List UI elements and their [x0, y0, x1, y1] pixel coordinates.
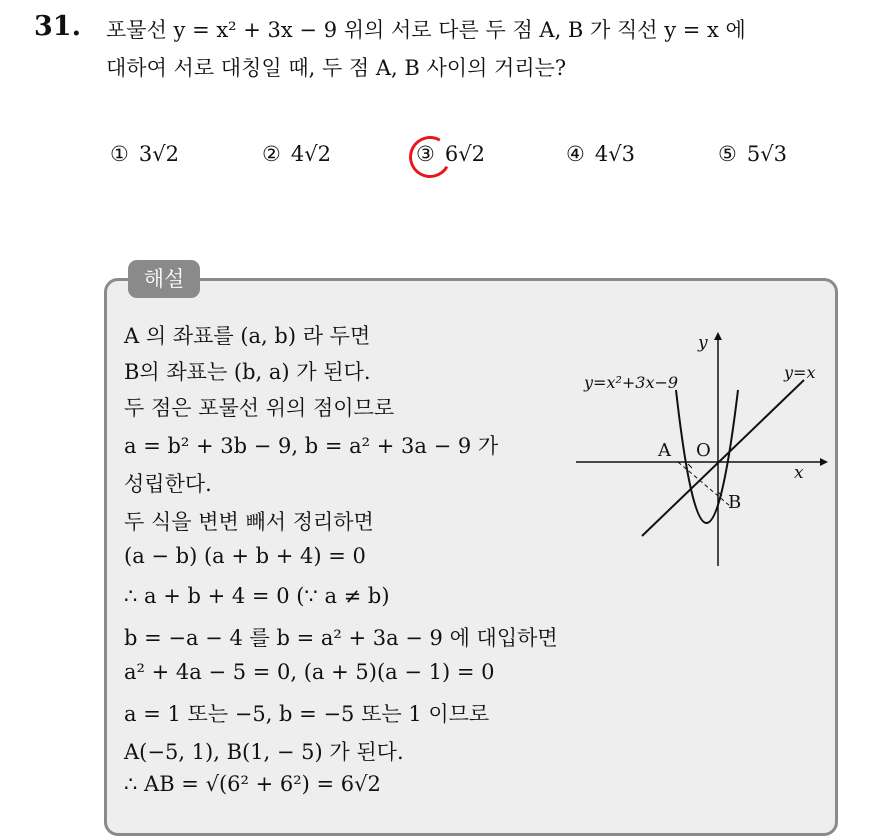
- question-text-line-2: 대하여 서로 대칭일 때, 두 점 A, B 사이의 거리는?: [106, 56, 567, 80]
- parabola-label: y=x²+3x−9: [584, 373, 679, 392]
- choice-3-value: 6√2: [444, 142, 485, 166]
- solution-line-1: A 의 좌표를 (a, b) 라 두면: [124, 324, 371, 348]
- solution-line-2: B의 좌표는 (b, a) 가 된다.: [124, 360, 371, 384]
- choice-4[interactable]: [566, 142, 635, 166]
- choice-3[interactable]: [416, 142, 485, 166]
- solution-line-8: ∴ a + b + 4 = 0 (∵ a ≠ b): [124, 584, 390, 608]
- choice-1[interactable]: [110, 142, 179, 166]
- x-axis-arrow-icon: [820, 458, 828, 466]
- parabola-line-diagram: [572, 326, 834, 576]
- choice-1-mark: ①: [110, 142, 129, 166]
- choice-2[interactable]: [262, 142, 331, 166]
- point-b-label: B: [728, 492, 742, 513]
- choice-3-mark: ③: [416, 142, 435, 166]
- question-number: 31.: [34, 11, 81, 42]
- question-text-line-1: 포물선 y = x² + 3x − 9 위의 서로 다른 두 점 A, B 가 직선 y = x 에: [106, 18, 746, 42]
- choice-2-mark: ②: [262, 142, 281, 166]
- solution-line-3: 두 점은 포물선 위의 점이므로: [124, 396, 395, 420]
- choice-1-value: 3√2: [138, 142, 179, 166]
- choice-2-value: 4√2: [290, 142, 331, 166]
- choice-4-value: 4√3: [594, 142, 635, 166]
- solution-line-11: a = 1 또는 −5, b = −5 또는 1 이므로: [124, 702, 490, 726]
- solution-title: 해설: [128, 260, 200, 298]
- segment-ab: [678, 462, 730, 506]
- solution-line-4: a = b² + 3b − 9, b = a² + 3a − 9 가: [124, 434, 499, 458]
- y-axis-arrow-icon: [714, 332, 722, 340]
- answer-choices: [110, 142, 830, 182]
- choice-5-mark: ⑤: [718, 142, 737, 166]
- origin-label: O: [696, 440, 711, 461]
- line-label: y=x: [784, 363, 816, 382]
- y-axis-label: y: [698, 333, 708, 353]
- solution-line-7: (a − b) (a + b + 4) = 0: [124, 544, 366, 568]
- x-axis-label: x: [794, 463, 804, 483]
- choice-5-value: 5√3: [746, 142, 787, 166]
- solution-line-6: 두 식을 변변 빼서 정리하면: [124, 510, 374, 534]
- solution-line-10: a² + 4a − 5 = 0, (a + 5)(a − 1) = 0: [124, 660, 495, 684]
- choice-4-mark: ④: [566, 142, 585, 166]
- solution-line-9: b = −a − 4 를 b = a² + 3a − 9 에 대입하면: [124, 626, 558, 650]
- solution-line-13: ∴ AB = √(6² + 6²) = 6√2: [124, 772, 381, 796]
- choice-5[interactable]: [718, 142, 787, 166]
- selected-answer-circle-icon: [404, 131, 455, 182]
- point-a-label: A: [658, 440, 671, 461]
- solution-line-12: A(−5, 1), B(1, − 5) 가 된다.: [124, 740, 404, 764]
- solution-line-5: 성립한다.: [124, 472, 212, 496]
- tick-mark-1: [688, 464, 692, 468]
